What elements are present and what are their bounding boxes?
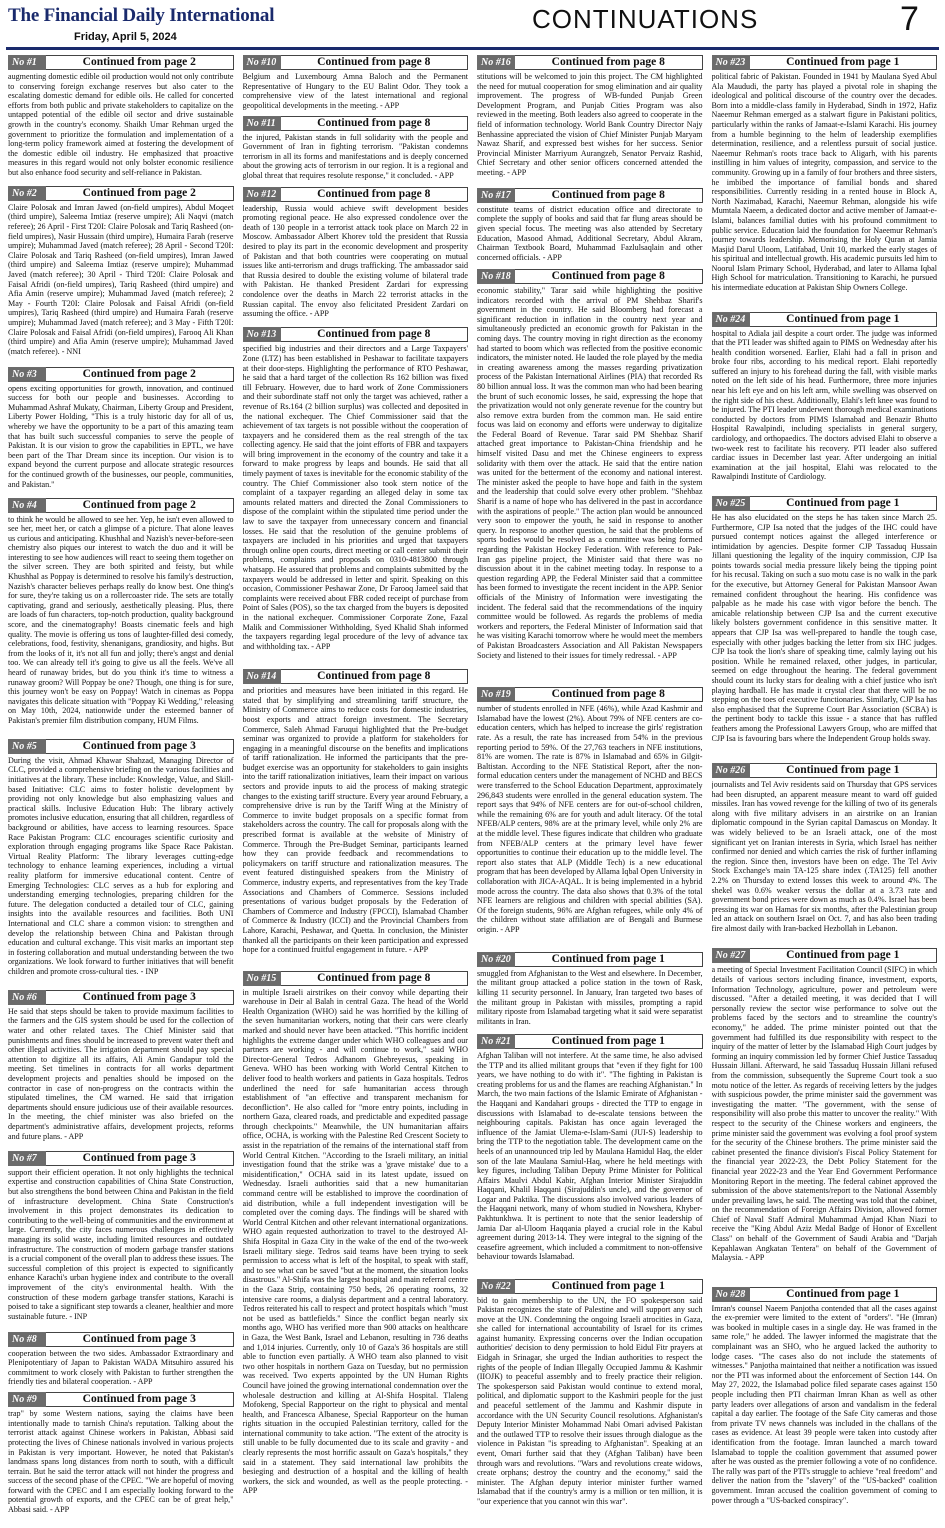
continuation-header [243, 327, 469, 342]
continued-from-label: Continued from page 8 [281, 327, 469, 342]
continuation-item [8, 498, 234, 735]
continuation-header [477, 1034, 703, 1049]
continuation-item [712, 55, 938, 308]
article-body-text: trap" by some Western nations, saying the claims have been intentionally made to tarnish China's reputation. Talking about the terrorist attack against Chinese workers in Pakistan, Abbasi said protecting the lives of Chinese nationals involved in various projects in Pakistan is very important. However, he noted that Pakistan's landmass spans long distances from north to south, with a difficult terrain. But he said the terror attack will not hinder the progress and success of the second phase of the CPEC. "We are hopeful of moving forward with the CPEC and I am especially looking forward to the potential growth of exports, and the CPEC can be of great help," Abbasi said. - APP [8, 1409, 234, 1515]
article-body-text: hospital to Adiala jail despite a court order. The judge was informed that the PTI leader was shifted again to PIMS on Wednesday after his health condition worsened. Earlier, Elahi had a fall in prison and broke four ribs, according to his medical report. Elahi reportedly suffered an injury to his forehead during the fall, with visible marks noted on the left side of his head. Furthermore, three more injuries near his left eye and on his left arm, while swelling was observed on the right side of his chest. Additionally, Elahi's left knee was found to be injured. The PTI leader underwent thorough medical examinations conducted by doctors from PIMS Islamabad and Benazir Bhutto Hospital Rawalpindi, including specialists in general surgery, cardiology, and orthopaedics. The doctors advised Elahi to observe a two-week rest to facilitate his recovery. PTI leader also suffered cardiac issues in December last year. After undergoing an initial examination at the jail hospital, Elahi was relocated to the Rawalpindi Institute of Cardiology. [711, 328, 937, 482]
continued-from-label: Continued from page 8 [281, 55, 469, 70]
continuation-header [8, 739, 234, 754]
continuation-item [243, 971, 469, 1519]
masthead-rule [6, 47, 939, 50]
continuation-item [243, 116, 469, 183]
continuation-item [712, 1287, 938, 1519]
continuation-item [712, 496, 938, 759]
article-body-text: in multiple Israeli airstrikes on their convoy while departing their warehouse in Deir al Balah in central Gaza. The head of the World Health Organization (WHO) said he was horrified by the killing of the seven humanitarian workers, noting that their cars were clearly marked and should never have been attacked. "This horrific incident highlights the extreme danger under which WHO colleagues and our partners are working - and will continue to work," said WHO Director-General Tedros Adhanom Ghebreyesus, speaking in Geneva. WHO has been working with World Central Kitchen to deliver food to health workers and patients in Gaza hospitals. Tedros underlined the need for safe humanitarian access through establishment of "an effective and transparent mechanism for deconfliction". He also called for "more entry points, including in northern Gaza, cleared roads, and predictable and expedited passage through checkpoints." Meanwhile, the UN humanitarian affairs office, OCHA, is working with the Palestine Red Crescent Society to assist in the repatriation of the remains of the international staff from World Central Kitchen. "According to the Israeli military, an initial investigation found that the strike was a 'grave mistake' due to a misidentification," OCHA said in its latest update, issued on Wednesday. Israeli authorities said that a new humanitarian command centre will be established to improve the coordination of aid distribution, while a full independent investigation will be completed over the coming days. The findings will be shared with World Central Kitchen and other relevant international organizations. WHO again requested authorization to travel to the destroyed Al-Shifa Hospital in Gaza City in the wake of the end of the two-week Israeli military siege. Tedros said teams have been trying to seek permission to access what is left of the hospital, to speak with staff, and to see what can be saved "but at the moment, the situation looks disastrous." Al-Shifa was the largest hospital and main referral centre in the Gaza Strip, containing 750 beds, 26 operating rooms, 32 intensive care rooms, a dialysis department and a central laboratory. Tedros reiterated his call to respect and protect hospitals which "must not be used as battlefields." Since the conflict began nearly six months ago, WHO has verified more than 900 attacks on healthcare in Gaza, the West Bank, Israel and Lebanon, resulting in 736 deaths and 1,014 injuries. Currently, only 10 of Gaza's 36 hospitals are still able to function even partially. A WHO team also planned to visit two other hospitals in northern Gaza on Tuesday, but no permission was received. Two experts appointed by the UN Human Rights Council have joined the growing international condemnation over the wholesale destruction and killing at Al-Shifa Hospital. Tlaleng Mofokeng, Special Rapporteur on the right to physical and mental health, and Francesca Albanese, Special Rapporteur on the human rights situation in the occupied Palestinian territory, called for the international community to take action. "The extent of the atrocity is still unable to be fully documented due to its scale and gravity - and clearly represents the most horrific assault on Gaza's hospitals," they said in a statement. They said international law prohibits the besieging and destruction of a hospital and the killing of health workers, the sick and wounded, as well as the people protecting. - APP [242, 987, 468, 1496]
continued-from-label: Continued from page 2 [46, 186, 234, 201]
continuation-item [243, 327, 469, 665]
article-body-text: constitute teams of district education office and directorate to complete the supply of books and said that far flung areas should be given special focus. The meeting was also attended by Secretary Education, Masood Ahmad, Additional Secretary, Abdul Akram, Chairman Textbook Board, Muhammad Fazlulsaqlain and other concerned officials. - APP [477, 204, 703, 262]
continuation-header [477, 55, 703, 70]
item-number-tag: No #11 [243, 116, 281, 131]
continuation-header [712, 496, 938, 511]
continuation-header [477, 687, 703, 702]
continuation-item [712, 312, 938, 492]
issue-date: Friday, April 5, 2024 [74, 31, 177, 43]
continuation-header [712, 55, 938, 70]
item-number-tag: No #26 [712, 763, 750, 778]
item-number-tag: No #19 [477, 687, 515, 702]
item-number-tag: No #14 [243, 669, 281, 684]
article-body-text: Claire Polosak and Imran Jawed (on-field umpires), Abdul Moqeet (third umpire), Saleema Imtiaz (reserve umpire); Ali Naqvi (match referee); 26 April - First T20I: Claire Polosak and Tariq Rasheed (on-field umpires), Nasir Hussain (third umpire), Humaira Farah (reserve umpire); Muhammad Javed (match referee); 28 April - Second T20I: Claire Polosak and Tariq Rasheed (on-field umpires), Imran Jawed (third umpire) and Saleema Imtiaz (reserve umpire); Muhammad Javed (match referee); 30 April - Third T20I: Claire Polosak and Faisal Afridi (on-field umpires), Tariq Rasheed (third umpire) and Afia Amin (reserve umpire); Muhammad Javed (match referee); 2 May - Fourth T20I: Claire Polosak and Faisal Afridi (on-field umpires), Tariq Rasheed (third umpire) and Humaira Farah (reserve umpire); Muhammad Javed (match referee); and 3 May - Fifth T20I: Claire Polosak and Faisal Afridi (on-field umpires), Farooq Ali Khan (third umpire) and Afia Amin (reserve umpire); Muhammad Javed (match referee). - NNI [8, 202, 234, 356]
continuation-item [477, 55, 703, 184]
item-number-tag: No #3 [8, 367, 46, 382]
continuation-header [477, 188, 703, 203]
continuation-header [243, 55, 469, 70]
item-number-tag: No #9 [8, 1392, 46, 1407]
continued-from-label: Continued from page 8 [281, 116, 469, 131]
item-number-tag: No #7 [8, 1151, 46, 1166]
continued-from-label: Continued from page 1 [750, 1287, 938, 1302]
article-body-text: bid to gain membership to the UN, the FO spokesperson said Pakistan recognizes the state of Palestine and will support any such move at the UN. Condemning the ongoing Israeli atrocities in Gaza, she called for international accountability of Israel for its crimes against humanity. Expressing concerns over the Indian occupation authorities' decision to deny permission to hold Eidul Fitr prayers at Eidgah in Srinagar, she urged the Indian authorities to respect the rights of the people of Indian Illegally Occupied Jammu & Kashmir (IIOJK) to peaceful assembly and to freely practice their religion. The spokesperson said Pakistan would continue to extend moral, political, and diplomatic support to the Kashmiri people for the just and peaceful settlement of the Jammu and Kashmir dispute in accordance with the UN Security Council resolutions. Afghanistan's Deputy Interior Minister Mohammad Nabi Omari advised Pakistan and the outlawed TTP to resolve their issues through dialogue as the violence in Pakistan "is spreading to Afghanistan". Speaking at an event, Omari further said that they (Afghan Taliban) have been through wars and revolutions. "Wars and revolutions create widows, create orphans; destroy the country and the economy," said the minister. The Afghan deputy interior minister further warned Islamabad that if the country's army is a million or ten million, it is "our experience that you cannot win this war". [477, 1295, 703, 1506]
continued-from-label: Continued from page 1 [750, 763, 938, 778]
continued-from-label: Continued from page 8 [515, 188, 703, 203]
item-number-tag: No #2 [8, 186, 46, 201]
item-number-tag: No #18 [477, 269, 515, 284]
continuation-header [243, 669, 469, 684]
newspaper-name: The Financial Daily International [8, 5, 275, 26]
article-body-text: cooperation between the two sides. Ambassador Extraordinary and Plenipotentiary of Japan to Pakistan WADA Mitsuhiro assured his commitment to work closely with Pakistan to further strengthen the friendly ties and bilateral cooperation. - APP [8, 1348, 234, 1387]
continued-from-label: Continued from page 3 [46, 1151, 234, 1166]
item-number-tag: No #20 [477, 952, 515, 967]
continuation-item [243, 187, 469, 324]
article-body-text: stitutions will be welcomed to join this project. The CM highlighted the need for mutual cooperation for smog elimination and air quality improvement. The progress of WB-funded Punjab Green Development Program, and Punjab Cities Program was also reviewed in the meeting. Both leaders also agreed to cooperate in the field of information technology. World Bank Country Director Najy Benhassine appreciated the vision of Chief Minister Punjab Maryam Nawaz Sharif, and expressed best wishes for her success. Senior Provincial Minister Marriyum Aurangzeb, Senator Pervaiz Rashid, Chief Secretary and other senior officers concerned attended the meeting. - APP [477, 72, 703, 177]
article-body-text: number of students enrolled in NFE (46%), while Azad Kashmir and Islamabad have the lowest (2%). About 79% of NFE centers are co-education centers, which has helped to increase the girls' registration rate. As a result, the rate has increased from 54% in the previous reporting period to 59%. Of the 27,763 teachers in NFE institutions, 81% are women. The rate is 87% in Islamabad and 65% in Gilgit-Baltistan. According to the NFE Statistical Report, after the non-formal education centers under the management of NCHD and BECS were transferred to the School Education Department, approximately 296,843 students were enrolled in the general education system. The report says that 94% of NFE centers are for out-of-school children, while the remaining 6% are for youth and adult literacy. Of the total NFEB/ALP centers, 98% are at the primary level, while only 2% are at the middle level. These figures indicate that children who graduate from NFEB/ALP centers at the primary level have fewer opportunities to continue their education up to the middle level. The report also states that ALP (Middle Tech) is a new educational program that has been developed by Allama Iqbal Open University in collaboration with JICA-AQAL. It is being implemented in a hybrid mode across the country. The data also shows that 0.3% of the total NFE learners are religious and children with special abilities (SA). Of the foreign students, 96% are Afghan refugees, while only 4% of the children without state affiliation are of Bengali and Burmese origin. - APP [477, 704, 703, 934]
continuation-item [8, 1332, 234, 1389]
continuation-item [477, 1034, 703, 1275]
article-columns [8, 55, 937, 1523]
article-body-text: and priorities and measures have been initiated in this regard. He stated that by simplifying and streamlining tariff structure, the Ministry of Commerce aims to reduce costs for domestic industries, boost exports and attract foreign investment. The Secretary Commerce, Saleh Ahmad Faruqui highlighted that the Pre-budget seminar was organized to provide a platform for stakeholders for engaging in a meaningful discourse on the benefits and implications of tariff rationalization. He informed the participants that the pre-budget exercise was an opportunity for stakeholders to gain insights into the tariff rationalization initiatives, learn their impact on various sectors and provide inputs to aid the process of making strategic changes to the existing tariff structure. Every year around February, a comprehensive drive is run by the Tariff Wing at the Ministry of Commerce to invite budget proposals on a specific format from stakeholders across the country. The call for proposals along with the prescribed format is available at the website of Ministry of Commerce. Through the Pre-Budget Seminar, participants learned how they can provide feedback and recommendations to policymakers on tariff structure and rationalization measures. The event featured distinguished speakers from the Ministry of Commerce, industry experts, and representatives from the key Trade Associations and Chambers of Commerce. Sessions included presentations of various budget proposals by the Federation of Chambers of Commerce and Industry (FPCCI), Islamabad Chamber of Commerce & Industry (ICCI) and the Provincial Chambers from Lahore, Karachi, Peshawar, and Quetta. In conclusion, the Minister thanked all the participants on their keen participation and expressed hope for a continued fruitful engagement in future. - APP [242, 686, 468, 955]
article-body-text: Imran's counsel Naeem Panjotha contended that all the cases against the ex-premier were limited to the extent of "orders". "He (Imran) was booked in multiple cases in a single day. He was framed in the same role," he added. The lawyer informed the magistrate that the complainant was an SHO, who he argued lacked the authority to lodge cases. "The cases also do not include the statements of witnesses." Panjotha maintained that neither a notification was issued nor the PTI was informed about the enforcement of Section 144. On May 27, 2022, the Islamabad police filed separate cases against 150 people including then PTI chairman Imran Khan as well as other party leaders over allegations of arson and vandalism in the federal capital a day earlier. The footage of the Safe City cameras and those from private TV news channels was included in the challans of the cases as evidence. At least 39 people were taken into custody after identification from the footage. Imran launched a march toward Islamabad to topple the coalition government that assumed power after he was ousted as the premier following a vote of no confidence. The rally was part of the PTI's struggle to achieve "real freedom" and deliver the nation from the "slavery" of the "US-backed" coalition government. Imran accused the coalition government of coming to power through a "US-backed conspiracy". [711, 1303, 937, 1505]
page-number: 7 [900, 0, 919, 38]
item-number-tag: No #17 [477, 188, 515, 203]
article-body-text: Belgium and Luxembourg Amna Baloch and the Permanent Representative of Hungary to the EU Balint Odor. They took a comprehensive view of the latest international and regional geopolitical developments in the meeting. - APP [242, 72, 468, 110]
item-number-tag: No #4 [8, 498, 46, 513]
column-2 [243, 55, 469, 1523]
continued-from-label: Continued from page 3 [46, 1392, 234, 1407]
continuation-item [8, 55, 234, 182]
continuation-header [8, 990, 234, 1005]
continuation-header [8, 1151, 234, 1166]
item-number-tag: No #12 [243, 187, 281, 202]
continuation-item [712, 763, 938, 944]
item-number-tag: No #13 [243, 327, 281, 342]
continuation-header [8, 1332, 234, 1347]
continued-from-label: Continued from page 8 [281, 971, 469, 986]
continuation-item [243, 55, 469, 112]
item-number-tag: No #27 [712, 948, 750, 963]
continuation-header [712, 948, 938, 963]
continuation-header [243, 116, 469, 131]
continued-from-label: Continued from page 2 [46, 55, 234, 70]
continued-from-label: Continued from page 3 [46, 990, 234, 1005]
continued-from-label: Continued from page 8 [281, 187, 469, 202]
item-number-tag: No #8 [8, 1332, 46, 1347]
continued-from-label: Continued from page 1 [515, 1034, 703, 1049]
continuation-item [243, 669, 469, 966]
continued-from-label: Continued from page 1 [515, 1279, 703, 1294]
continuation-header [243, 971, 469, 986]
continued-from-label: Continued from page 3 [46, 1332, 234, 1347]
continued-from-label: Continued from page 8 [515, 269, 703, 284]
item-number-tag: No #28 [712, 1287, 750, 1302]
masthead [0, 0, 945, 50]
continuation-header [477, 1279, 703, 1294]
continuation-item [477, 188, 703, 265]
item-number-tag: No #10 [243, 55, 281, 70]
article-body-text: the injured, Pakistan stands in full solidarity with the people and Government of Iran in fighting terrorism. "Pakistan condemns terrorism in all its forms and manifestations and is deeply concerned about the growing acts of terrorism in our region. It is a regional and global threat that requires resolute response," it concluded. - APP [242, 132, 468, 181]
article-body-text: opens exciting opportunities for growth, innovation, and continued success for both our people and businesses. According to Muhammad Ashraf Mukaty, Chairman, Liberty Group and President, Liberty Power Holding, "This is a truly historic day for all of us, whereby we have the opportunity to be a part of this amazing team that has built such successful companies to serve the people of Pakistan. It is our vision to grow the capabilities in EPTL, we have been part of the Thar Dream since its inception. Our vision is to expand beyond the current purpose and allocate strategic resources for the continued growth of the businesses, our people, communities, and Pakistan." [8, 383, 234, 489]
continuation-item [8, 1392, 234, 1519]
article-body-text: support their efficient operation. It not only highlights the technical expertise and construction capabilities of China State Construction, but also strengthens the bond between China and Pakistan in the field of infrastructure development. China State Construction's involvement in this project demonstrates its dedication to contributing to the well-being of communities and the environment at large. Currently, the city faces numerous challenges in effectively managing its solid waste, including limited resources and outdated infrastructure. The construction of modern garbage transfer stations is a crucial component of the overall plan to address these issues. The successful completion of this project is expected to significantly enhance Karachi's urban hygiene index and contribute to the overall improvement of the city's environmental health. With the construction of these modern garbage transfer stations, Karachi is poised to take a significant step towards a cleaner, healthier and more sustainable future. - INP [8, 1167, 234, 1321]
article-body-text: journalists and Tel Aviv residents said on Thursday that GPS services had been disrupted, an apparent measure meant to ward off guided missiles. Iran has vowed revenge for the killing of two of its generals along with five military advisers in an airstrike on an Iranian diplomatic compound in the Syrian capital Damascus on Monday. It was widely believed to be an Israeli attack, one of the most significant yet on Iranian interests in Syria, which Israel has neither confirmed nor denied and which carries the risk of further inflaming the region. Since then, investors have been on edge. The Tel Aviv Stock Exchange's main TA-125 share index (.TA125) fell another 2.2% on Thursday to extend losses this week to around 4%. The shekel was 0.6% weaker versus the dollar at a 3.73 rate and government bond prices were down as much as 0.4%. Israel has been pressing its war on Hamas for six months, after the Palestinian group led an attack on southern Israel on Oct. 7, and has also been trading fire almost daily with Iran-backed Hezbollah in Lebanon. [711, 780, 937, 933]
continuation-header [477, 952, 703, 967]
continuation-item [477, 687, 703, 948]
item-number-tag: No #6 [8, 990, 46, 1005]
continued-from-label: Continued from page 8 [281, 669, 469, 684]
continuation-header [8, 1392, 234, 1407]
continued-from-label: Continued from page 3 [46, 739, 234, 754]
continuation-header [712, 763, 938, 778]
item-number-tag: No #21 [477, 1034, 515, 1049]
continuation-item [477, 1279, 703, 1520]
continuation-item [477, 269, 703, 683]
item-number-tag: No #22 [477, 1279, 515, 1294]
item-number-tag: No #15 [243, 971, 281, 986]
continuation-header [243, 187, 469, 202]
continuation-header [8, 55, 234, 70]
item-number-tag: No #5 [8, 739, 46, 754]
continuation-header [8, 186, 234, 201]
article-body-text: leadership, Russia would achieve swift development besides promoting regional peace. He also expressed condolence over the death of 130 people in a terrorist attack took place on March 22 in Moscow. Ambassador Albert Khorev told the president that Russia desired to play its part in the economic development and prosperity of Pakistan and that both countries were cooperating on mutual issues like anti-terrorism and drugs trafficking. The ambassador said that Russia desired to double the existing volume of bilateral trade with Pakistan. He thanked President Zardari for expressing condolence over the deaths in March 22 terrorist attacks in the Russian capital. The envoy also felicitated President Zardari on assuming the office. - APP [242, 203, 468, 319]
item-number-tag: No #23 [712, 55, 750, 70]
continued-from-label: Continued from page 2 [46, 498, 234, 513]
item-number-tag: No #25 [712, 496, 750, 511]
continuation-item [477, 952, 703, 1030]
continuation-header [477, 269, 703, 284]
item-number-tag: No #1 [8, 55, 46, 70]
continuation-header [712, 1287, 938, 1302]
continued-from-label: Continued from page 1 [750, 55, 938, 70]
item-number-tag: No #24 [712, 312, 750, 327]
continuation-item [8, 367, 234, 494]
article-body-text: smuggled from Afghanistan to the West and elsewhere. In December, the militant group attacked a police station in the town of Rask, killing 11 security personnel. In January, Iran targeted two bases of the militant group in Pakistan with missiles, prompting a rapid military riposte from Islamabad targeting what it said were separatist militants in Iran. [477, 968, 703, 1026]
continuation-header [8, 498, 234, 513]
article-body-text: During the visit, Ahmad Khawar Shahzad, Managing Director of CLC, provided a comprehensive briefing on the various facilities and initiatives at the library. These include: Knowledge, Value, and Skill-based Initiative: CLC aims to foster holistic development by providing not only knowledge but also emphasizing values and practical skills. Inclusive Education Hub: The library actively promotes inclusive education, ensuring that all children, regardless of background or abilities, have access to learning resources. Space Race Pakistan Program: CLC encourages scientific curiosity and exploration through engaging programs like Space Race Pakistan. Virtual Reality Platform: The library leverages cutting-edge technology to enhance learning experiences, including a virtual reality platform for immersive educational content. Centre of Emerging Technologies: CLC serves as a hub for exploring and understanding emerging technologies, preparing children for the future. The delegation conducted a detailed tour of CLC, gaining insights into the available resources and facilities. Both UNI International and CLC share a common vision: to strengthen and develop the relationship between China and Pakistan through education and cultural exchange. This visit marks an important step in fostering collaboration and mutual understanding between the two organizations. We look forward to further initiatives that will benefit children and promote cross-cultural ties. - INP [8, 755, 234, 976]
article-body-text: specified big industries and their directors and a Large Taxpayers' Zone (LTZ) has been established in Peshawar to facilitate taxpayers at their door-steps. Highlighting the performance of RTO Peshawar, he said that a hard target of the collection Rs 162 billion was fixed till February. However, due to hard work of Zone Commissioners and their subordinate staff not only the target was achieved, rather a revenue of Rs.164 (2 billion surplus) was collected and deposited in the national exchequer. The Chief Commissioner said that the achievement of tax targets is not possible without the cooperation of taxpayers and he considered them as the real strength of the tax collecting agency. He said that the joint efforts of FBR and taxpayers will bring improvement in the economy of the country and take it a forward to make progress by leaps and bounds. He said that all timely payment of taxes is inevitable for the economic stability of the country. The Chief Commissioner also took stern notice of the complaint of a taxpayer regarding an alleged delay in some tax amounts related matters and directed the Zonal Commissioners to dispose of the complaint within the stipulated time period under the law to save the taxpayer from unnecessary concern and financial losses. He said that the resolution of the genuine problems of taxpayers are included in his priorities and urged that taxpayers through online open courts, direct meeting or call center submit their problems, complaints and proposals on 0310-4813800 through whatsapp. He assured that problems and complaints submitted by the taxpayers would be addressed in letter and spirit. Speaking on this occasion, Commissioner Peshawar Zone, Dr Farooq Jameel said that complaints were received about FBR coded receipt of purchase from Point of Sales (POS), so the tax charged from the buyers is deposited in the national exchequer. Commissioner Corporate Zone, Fazal Malik and Commissioner Withholding, Syed Khalid Shah informed the taxpayers regarding legal procedure of the levy of advance tax and withholding tax. - APP [242, 344, 468, 651]
column-1 [8, 55, 234, 1523]
section-title: CONTINUATIONS [532, 4, 759, 34]
article-body-text: a meeting of Special Investment Facilitation Council (SIFC) in which details of various sectors including finance, investment, exports, Information Technology, agriculture, power and petroleum were discussed. "After a detailed meeting, it was decided that I will personally review the sector wise performance to solve out the problems faced by the sectors and to streamline the country's economy," he added. The prime minister pointed out that the government had fulfilled its due responsibility with respect to the inquiry of the matter of letter by the Islamabad High Court judges by forming an inquiry commission led by former Chief Justice Tassaduq Hussain Jillani. Afterward, he said Tassaduq Hussain Jillani refused from the commission, subsequently the Supreme Court took a suo motu notice of the letter. As regards of receiving letters by the judges with suspicious powder, the prime minister said the government was investigating the matter. "The government, with the sense of responsibility will also probe this matter to uncover the reality." With respect to the security of the Chinese workers and engineers, the prime minister said the government was evolving a fool proof system for the security of the Chinese brothers. The prime minister said the cabinet presented the finance division's Fiscal Policy Statement for the financial year 2022-23, the Debt Policy Statement for the financial year 2022-23 and the Year End Government Performance Monitoring Report in the meeting. The federal cabinet approved the submission of the above statements/report to the National Assembly under prevailing laws, he said. The meeting was told that the cabinet, on the recommendation of Foreign Affairs Division, allowed former Chief of Naval Staff Admiral Muhammad Amjad Khan Niazi to receive the "King Abdul Aziz Medal Badge of Honor of Excellent Class" on behalf of the Government of Saudi Arabia and "Darjah Kepahlawan Angkatan Tentera" on behalf of the Government of Malaysia. - APP [711, 965, 937, 1263]
continuation-item [8, 990, 234, 1147]
article-body-text: economic stability," Tarar said while highlighting the positive indicators recorded with the arrival of PM Shehbaz Sharif's government in the country. He said Bloomberg had forecast a significant reduction in inflation in the country next year and simultaneously predicted an economic growth for Pakistan in the coming days. The country moving in right direction as the economy had started to boom which was reflected from the positive economic indicators, the minister noted. He lauded the role played by the media in creating awareness among the masses regarding privatization process of the Pakistan International Airlines (PIA) that recorded Rs 80 billion annual loss. It was the common man who had been bearing the brunt of such economic losses, he said, expressing the hope that the privatization would not only generate revenue for the country but also remove extra burden from the common man. He said entire focus was laid on economy and efforts were underway to digitalize the Federal Board of Revenue. Tarar said PM Shehbaz Sharif attached great importance to Pakistan-China friendship and he himself visited Dasu and met the Chinese engineers to express solidarity with them over the attack. He said that the entire nation was united for the betterment of the economy and national interest. The minister asked the people to have hope and faith in the system and the leadership that could solve every other problem. "Shehbaz Sharif is a name of hope who has delivered in the past in accordance with the aspirations of people." The action plan would be announced very soon to empower the youth, he said in response to another query. In response to another question, he said that the problems of sports bodies would be resolved as a committee was being formed regarding the Pakistan Hockey Federation. With reference to Pak-Iran gas pipeline project, the Minister said that there was no discussion about it in the cabinet meeting today. In response to a question regarding APP, the Federal Minister said that a committee has been formed to investigate the recent incident in the APP. Senior officials of the Ministry of Information were investigating the incident. The federal said that the recommendations of the inquiry committee would be followed. As regards the problems of media workers and reporters, the Federal Minister of Information said that he was visiting Karachi tomorrow where he would meet the members of Pakistan Broadcasters Association and All Pakistan Newspapers Society and listened to their issues for timely redressal. - APP [477, 285, 703, 660]
continuation-header [712, 312, 938, 327]
article-body-text: He said that steps should be taken to provide maximum facilities to the farmers and the GIS system should be used for the collection of water and other related taxes. The Chief Minister said that punishments and fines should be increased to prevent water theft and other illegal activities. The irrigation department should pay special attention to digitize all its affairs, Ali Amin Gandapur told the meeting. Set timelines in contracts for all works department development projects and penalties should be imposed on the contractor in case of non-progress on the contracts within the stipulated timelines, the CM warned. He said that irrigation departments should ensure judicious use of their available resources. In the meeting, the chief minister was also briefed on the department's administrative affairs, development projects, reforms and future plans. - APP [8, 1006, 234, 1141]
continued-from-label: Continued from page 1 [750, 496, 938, 511]
continuation-item [8, 1151, 234, 1328]
continued-from-label: Continued from page 8 [515, 687, 703, 702]
column-3 [477, 55, 703, 1523]
continuation-header [8, 367, 234, 382]
continued-from-label: Continued from page 2 [46, 367, 234, 382]
continued-from-label: Continued from page 1 [750, 312, 938, 327]
column-4 [712, 55, 938, 1523]
continued-from-label: Continued from page 1 [750, 948, 938, 963]
article-body-text: political fabric of Pakistan. Founded in 1941 by Maulana Syed Abul Ala Maududi, the party has played a pivotal role in shaping the ideological and political discourse of the country over the decades. Born into a middle-class family in Hyderabad, Sindh in 1972, Hafiz Naeemur Rehman emerged as a stalwart figure in Pakistani politics, particularly within the ranks of Jamaat-e-Islami Karachi. His journey from a humble beginning to the helm of leadership exemplifies determination, resilience, and a relentless pursuit of social justice. Naeemur Rehman's roots trace back to Aligarh, with his parents instilling in him values of integrity, compassion, and service to the community. Growing up in a family of four brothers and three sisters, he imbibed the importance of familial bonds and shared responsibilities. Currently residing in a rented house in Block A, North Nazimabad, Karachi, Naeemur Rehman, alongside his wife Mumtala Naeem, a dedicated doctor and active member of Jamaat-e-Islami, balances familial duties with his profound commitment to public service. Education laid the foundation for Naeemur Rehman's journey towards leadership. Memorising the Holy Quran at Jamia Masjid Darul Uloom, Latifabad, Unit 10, marked the early stages of his spiritual and intellectual growth. His academic pursuits led him to Noorul Islam Primary School, Hyderabad, and later to Allama Iqbal High School for matriculation. Transitioning to Karachi, he pursued his intermediate education at Pakistan Ship Owners College. [711, 72, 937, 293]
article-body-text: He has also elucidated on the steps he has taken since March 25. Furthermore, CJP Isa noted that the judges of the IHC could have pursued contempt notices against the alleged interference or intimidation by agencies. Despite former CJP Tassaduq Hussain Jillani questioning the legality of the inquiry commission, CJP Isa points towards social media pressure likely being the tipping point for his recusal. Taking on such a suo motu case is no walk in the park for the executive, but Attorney General for Pakistan Mansoor Awan remained confident throughout the hearing. His confidence was palpable as he made his case with vigor before the bench. The amicable relationship between CJP Isa and the current executive likely bolsters government confidence in this sensitive matter. It appears that CJP Isa was well-prepared to handle the tough case, especially with other judges backing the letter from six IHC judges. CJP Isa took the lion's share of speaking time, calmly laying out his position. While he remained relaxed, other judges, in particular, seemed on edge throughout the hearing. The federal government should count its lucky stars for dealing with a chief justice who isn't playing hardball. He has made it crystal clear that there will be no stepping on the toes of executive functionaries. Similarly, CJP Isa has also emphasised that the Supreme Court Bar Association (SCBA) is the pertinent body to tackle this issue - a stance that has ruffled feathers among the Professional Lawyers Group, who are miffed that CJP Isa is favouring bars where the Independent Group holds sway. [711, 512, 937, 743]
item-number-tag: No #16 [477, 55, 515, 70]
continuation-item [8, 739, 234, 986]
continued-from-label: Continued from page 1 [515, 952, 703, 967]
article-body-text: to think he would be allowed to see her. Yep, he isn't even allowed to see her, meet her, or catch a glimpse of a picture. That alone leaves us curious and anticipating. Khushhal and Nazish's never-before-seen chemistry also piques our interest to watch the duo and it will be interesting to see how audiences will react to seeing them together on the silver screen. They are both spirited and feisty, but while Khushhal as Poppay is determined to resolve his family's destruction, Nazish's character believes perhaps really do know best. One thing's for sure, they're taking us on a rollercoaster ride. The sets are totally captivating, grand and seriously, aesthetically pleasing. Plus, there are loads of fun characters, top-notch production, quality background score, and the cinematography! Boasts cinematic feels and high quality. The movie is offering us tons of laughter-filled desi comedy, celebrations, food, festivity, shenanigans, grandiosity, and highs. But from the looks of it, it's not all fun and jolly; there's angst and denial too. We can already tell it's going to give us all the feels. We've all heard of runaway brides, but do you think it's time to witness a runaway groom? Will Poppay be one? Though, one thing is for sure, this journey won't be easy on Poppay! Watch in cinemas as Poppa navigates this delicate situation with "Poppay Ki Wedding," releasing on May 10th, 2024, nationwide under the esteemed banner of Pakistan's premier film distribution company, HUM Films. [8, 514, 234, 725]
continuation-item [712, 948, 938, 1282]
article-body-text: augmenting domestic edible oil production would not only contribute to conserving foreign exchange reserves but also cater to the escalating domestic demand for edible oils. He called for concerted efforts from both public and private stakeholders to capitalize on the untapped potential of the edible oil sector and drive sustainable growth in the country's economy. Shaikh Umar Rehman urged the government to prioritize the formulation and implementation of a long-term policy framework aimed at fostering the development of the domestic edible oil industry. He emphasized that proactive measures in this regard would not only bolster economic resilience but also enhance food security and self-reliance in Pakistan. [8, 72, 234, 177]
article-body-text: Afghan Taliban will not interfere. At the same time, he also advised the TTP and its allied militant groups that "even if they fight for 100 years, we have nothing to do with it". "The fighting in Pakistan is creating problems for us and the flames are reaching Afghanistan." In March, the two main factions of the Islamic Emirate of Afghanistan - the Haqqani and Kandahari groups - directed the TTP to engage in discussions with Islamabad to de-escalate tensions between the neighbouring capitals. Pakistan has once again leveraged the influence of the Jamiat Ulema-e-Islam-Sami (JUI-S) leadership to bring the TTP to the negotiation table. The development came on the heels of an unannounced trip led by Maulana Hamidul Haq, the elder son of the late Maulana Samiul-Haq, where he held meetings with key figures, including Taliban Deputy Prime Minister for Political Affairs Maulvi Abdul Kabir, Afghan Interior Minister Sirajuddin Haqqani, Khalil Haqqani (Sirajuddin's uncle), and the governor of Logar and Paktika. The discussions also involved various leaders of the Haqqani network, many of whom studied in Nowshera, Khyber-Pakhtunkhwa. It is pertinent to note that the senior leadership of Jamia Dar al-Uloom Haqqania played a crucial role in the Kabul agreement during 2013-14. They were integral to the signing of the ceasefire agreement, which included a commitment to non-offensive behaviour towards Islamabad. [477, 1050, 703, 1262]
continuation-item [8, 186, 234, 363]
continued-from-label: Continued from page 8 [515, 55, 703, 70]
